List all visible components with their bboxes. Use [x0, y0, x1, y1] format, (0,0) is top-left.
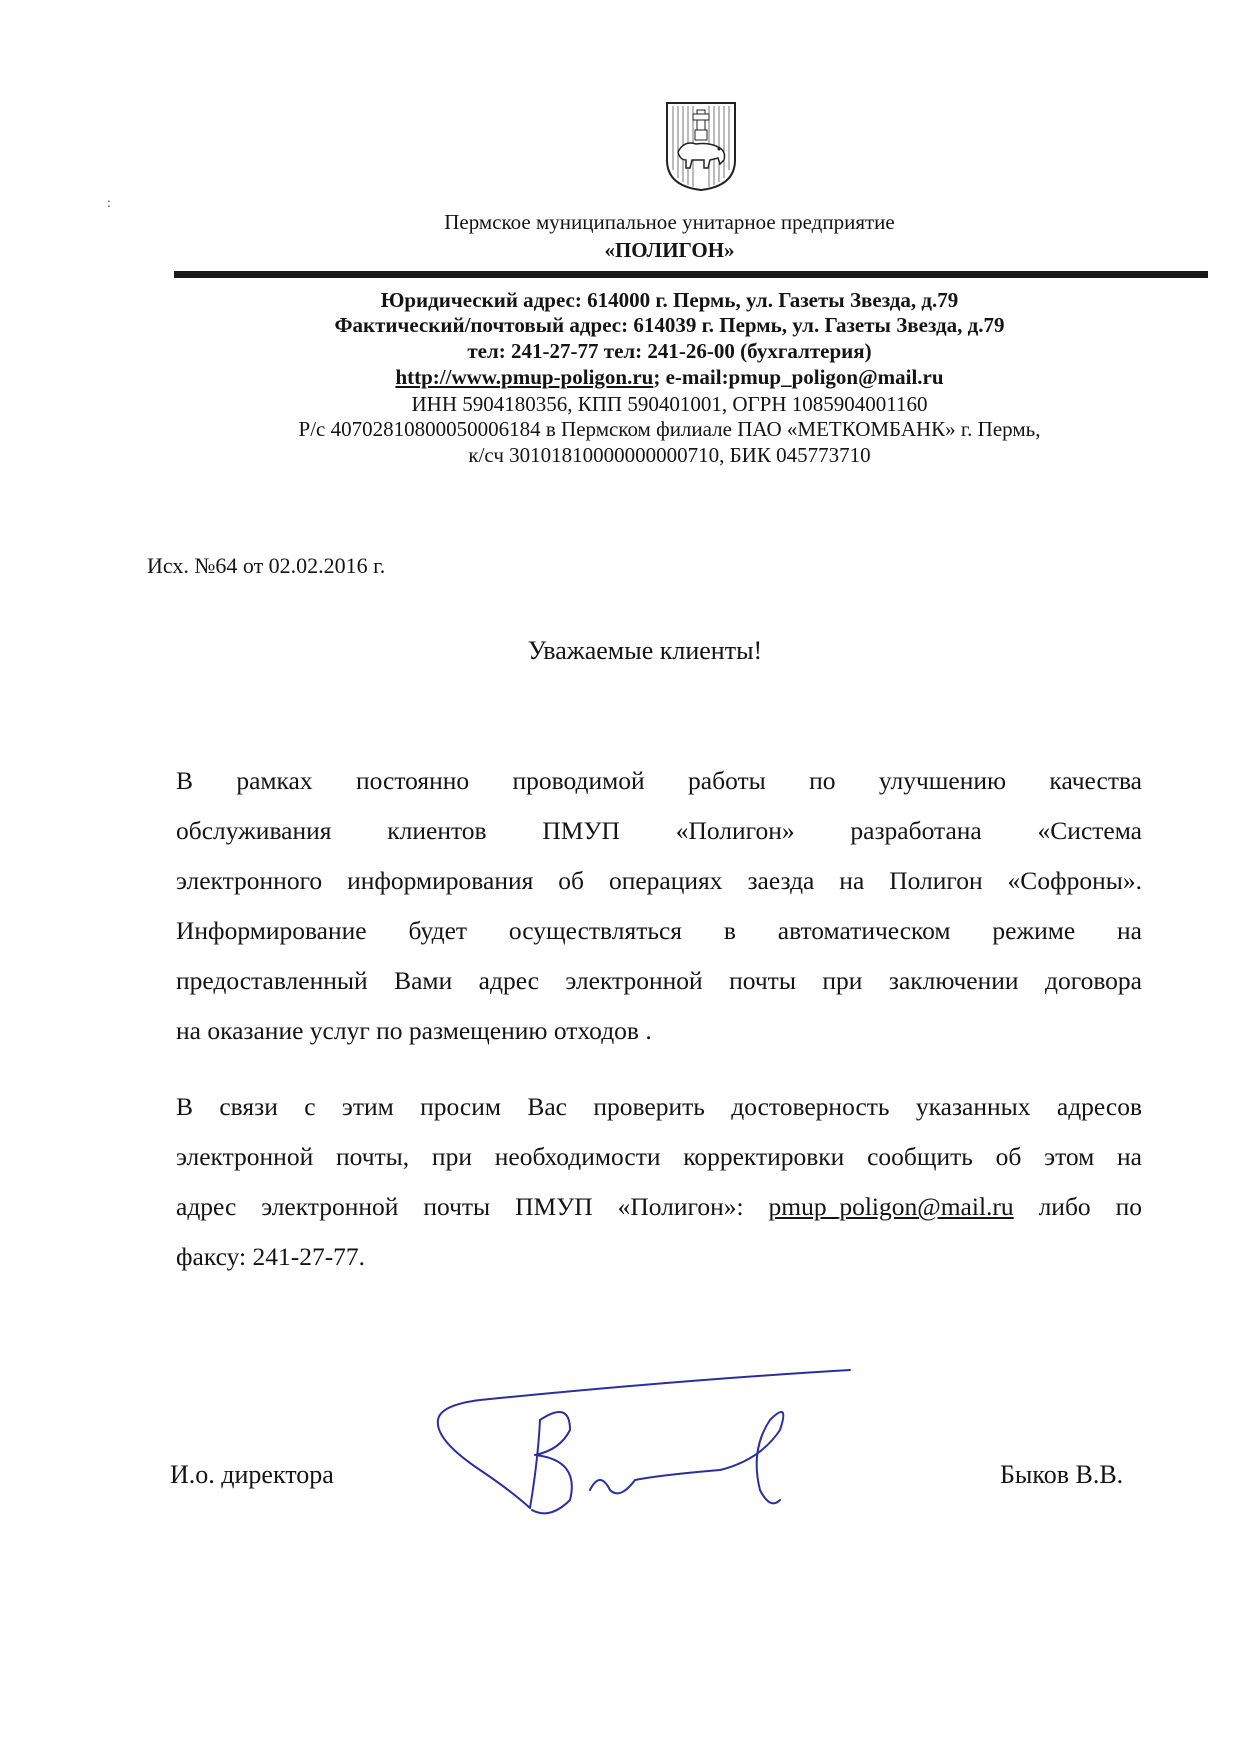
paragraph-line: электронной почты, при необходимости корректировки сообщить об этом на	[176, 1142, 1142, 1171]
website-link[interactable]: http://www.pmup-poligon.ru	[395, 365, 654, 389]
organization-name: «ПОЛИГОН»	[604, 238, 735, 262]
bank-details-2: к/сч 30101810000000000710, БИК 045773710	[468, 443, 871, 467]
handwritten-signature	[420, 1360, 860, 1540]
bank-details-1: Р/с 40702810800050006184 в Пермском филиале ПАО «МЕТКОМБАНК» г. Пермь,	[298, 417, 1041, 441]
signatory-name: Быков В.В.	[1000, 1460, 1124, 1489]
postal-address: Фактический/почтовый адрес: 614039 г. Пермь, ул. Газеты Звезда, д.79	[334, 313, 1005, 337]
header-divider	[174, 271, 1208, 278]
paragraph-1	[176, 756, 1142, 1056]
paragraph-line: Информирование будет осуществляться в автоматическом режиме на	[176, 916, 1142, 945]
paragraph-line: на оказание услуг по размещению отходов .	[176, 1016, 652, 1045]
tax-ids: ИНН 5904180356, КПП 590401001, ОГРН 1085904001160	[411, 392, 928, 416]
signatory-position: И.о. директора	[170, 1460, 334, 1489]
greeting: Уважаемые клиенты!	[527, 636, 763, 665]
organization-type: Пермское муниципальное унитарное предприятие	[444, 210, 895, 234]
paragraph-line: В рамках постоянно проводимой работы по улучшению качества	[176, 766, 1142, 795]
legal-address: Юридический адрес: 614000 г. Пермь, ул. Газеты Звезда, д.79	[380, 288, 959, 312]
paragraph-line: обслуживания клиентов ПМУП «Полигон» разработана «Система	[176, 816, 1142, 845]
paragraph-line: адрес электронной почты ПМУП «Полигон»: pmup_poligon@mail.ru либо по	[176, 1192, 1142, 1221]
paragraph-line: факсу: 241-27-77.	[176, 1242, 366, 1271]
paragraph-line: предоставленный Вами адрес электронной почты при заключении договора	[176, 966, 1142, 995]
email-link[interactable]: pmup_poligon@mail.ru	[768, 1192, 1014, 1221]
paragraph-2	[176, 1082, 1142, 1282]
contact-links	[0, 365, 1239, 390]
paragraph-line: В связи с этим просим Вас проверить достоверность указанных адресов	[176, 1092, 1142, 1121]
paragraph-line: электронного информирования об операциях заезда на Полигон «Софроны».	[176, 866, 1142, 895]
perm-coat-of-arms-icon	[664, 100, 738, 192]
email-text: ; e-mail:pmup_poligon@mail.ru	[653, 365, 944, 389]
outgoing-reference: Исх. №64 от 02.02.2016 г.	[147, 553, 386, 578]
phone-numbers: тел: 241-27-77 тел: 241-26-00 (бухгалтерия)	[467, 339, 872, 363]
scan-mark: :	[107, 196, 111, 211]
